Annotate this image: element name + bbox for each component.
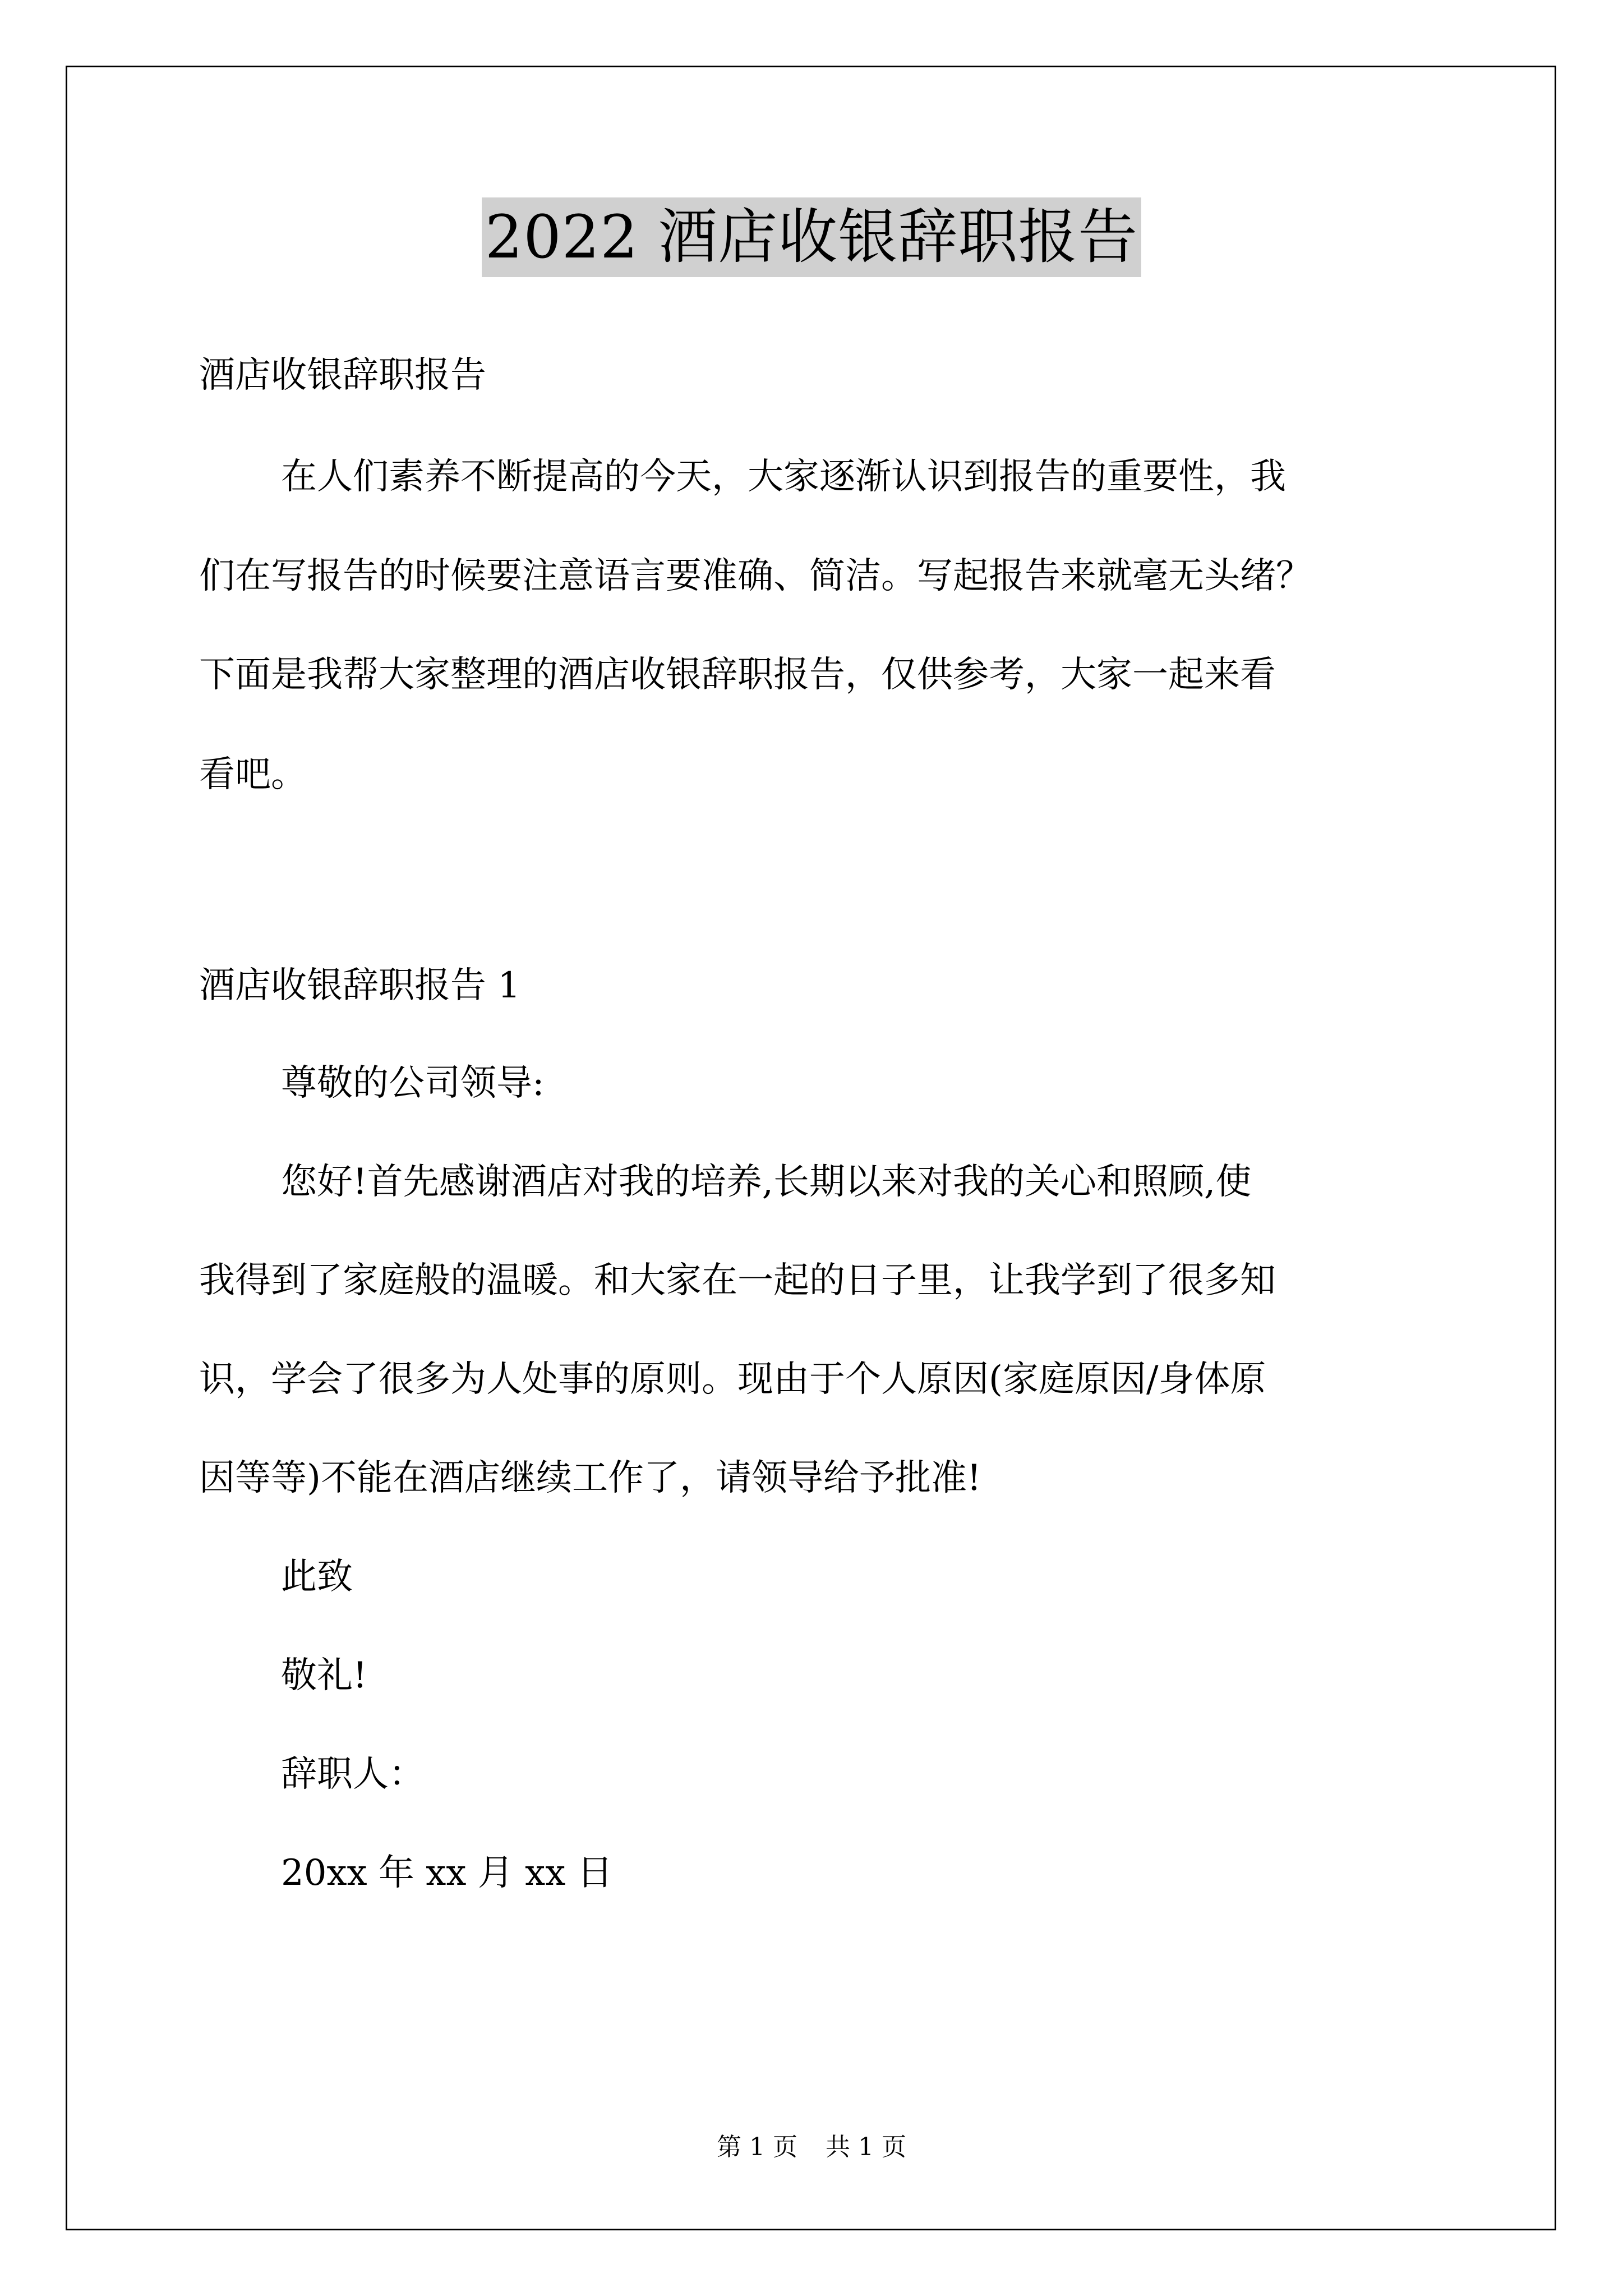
date-line: 20xx 年 xx 月 xx 日 <box>281 1852 613 1894</box>
page-number-current: 第 1 页 <box>717 2133 797 2161</box>
section-heading: 酒店收银辞职报告 1 <box>199 965 521 1006</box>
intro-line-4: 看吧。 <box>199 754 307 795</box>
body-line-4: 因等等)不能在酒店继续工作了，请领导给予批准! <box>199 1457 981 1499</box>
salutation: 尊敬的公司领导: <box>281 1062 545 1104</box>
body-line-1: 您好!首先感谢酒店对我的培养,长期以来对我的关心和照顾,使 <box>281 1161 1252 1203</box>
document-title: 2022 酒店收银辞职报告 <box>482 197 1141 277</box>
page-number-total: 共 1 页 <box>826 2133 906 2161</box>
resigner-label: 辞职人： <box>281 1754 425 1795</box>
title-container <box>0 197 1623 277</box>
page-footer <box>0 2131 1623 2164</box>
intro-line-1: 在人们素养不断提高的今天，大家逐渐认识到报告的重要性，我 <box>281 456 1286 498</box>
intro-line-3: 下面是我帮大家整理的酒店收银辞职报告，仅供参考，大家一起来看 <box>199 654 1276 696</box>
intro-line-2: 们在写报告的时候要注意语言要准确、简洁。写起报告来就毫无头绪？ <box>199 555 1312 597</box>
document-subtitle: 酒店收银辞职报告 <box>199 355 486 396</box>
closing-line-2: 敬礼! <box>281 1655 367 1696</box>
body-line-3: 识，学会了很多为人处事的原则。现由于个人原因(家庭原因/身体原 <box>199 1359 1266 1400</box>
body-line-2: 我得到了家庭般的温暖。和大家在一起的日子里，让我学到了很多知 <box>199 1260 1276 1301</box>
closing-line-1: 此致 <box>281 1556 353 1598</box>
